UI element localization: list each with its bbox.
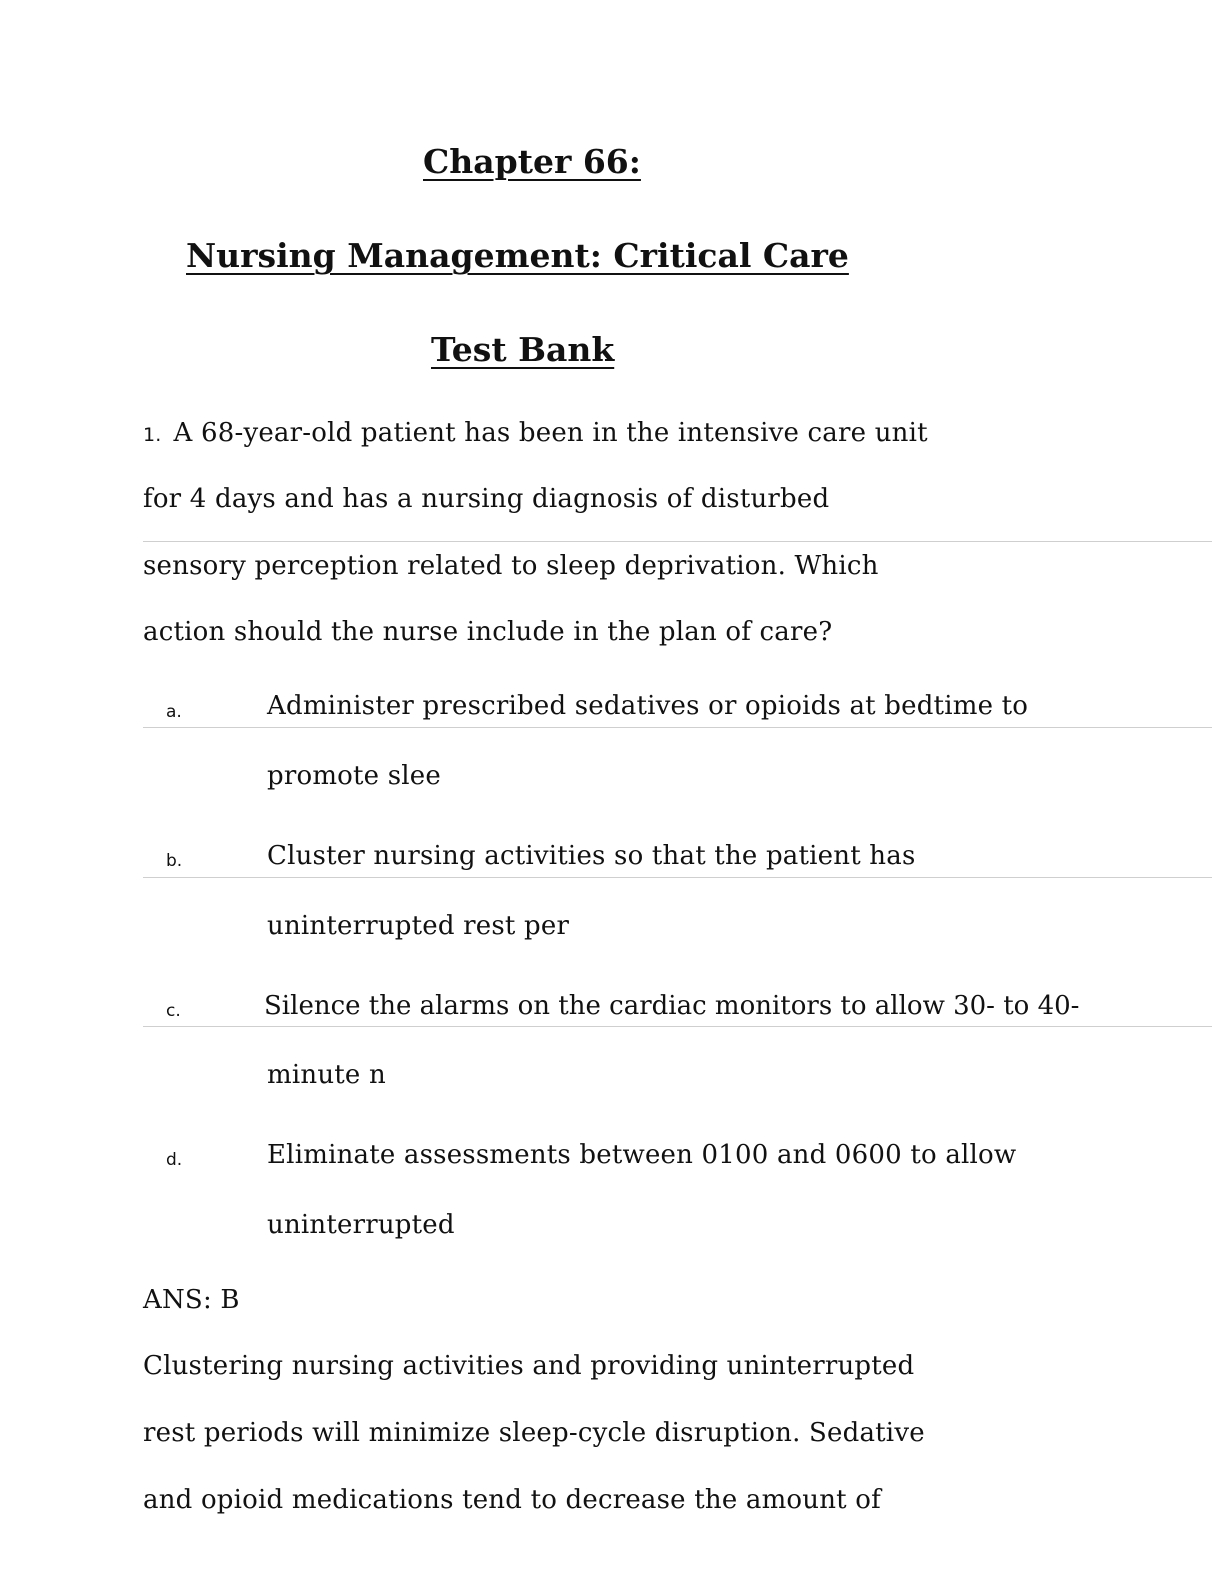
divider-line (143, 727, 1212, 728)
rationale-line: rest periods will minimize sleep-cycle disruption. Sedative (143, 1418, 925, 1448)
divider-line (143, 877, 1212, 878)
option-letter-d: d. (166, 1150, 183, 1170)
option-letter-a: a. (166, 702, 182, 722)
option-b-line2: uninterrupted rest per (267, 911, 570, 941)
option-letter-b: b. (166, 851, 183, 871)
question-number: 1. (143, 424, 162, 446)
question-line: action should the nurse include in the plan of care? (143, 617, 833, 647)
question-line: sensory perception related to sleep deprivation. Which (143, 551, 879, 581)
subject-title: Nursing Management: Critical Care (186, 236, 849, 275)
document-kind-title: Test Bank (431, 330, 615, 369)
rationale-line: Clustering nursing activities and providing uninterrupted (143, 1351, 915, 1381)
divider-line (143, 541, 1212, 542)
option-c-line1: Silence the alarms on the cardiac monitors to allow 30- to 40- (264, 991, 1080, 1021)
question-line (143, 418, 928, 448)
option-a-line2: promote slee (267, 761, 441, 791)
chapter-title: Chapter 66: (423, 142, 641, 181)
option-b-line1: Cluster nursing activities so that the patient has (267, 841, 916, 871)
option-a-line1: Administer prescribed sedatives or opioids at bedtime to (267, 691, 1029, 721)
divider-line (143, 1026, 1212, 1027)
option-d-line1: Eliminate assessments between 0100 and 0600 to allow (267, 1140, 1017, 1170)
answer-label: ANS: B (143, 1285, 240, 1315)
option-d-line2: uninterrupted (267, 1210, 455, 1240)
question-text: A 68-year-old patient has been in the intensive care unit (173, 418, 928, 448)
rationale-line: and opioid medications tend to decrease the amount of (143, 1485, 881, 1515)
option-c-line2: minute n (267, 1060, 386, 1090)
option-letter-c: c. (166, 1001, 181, 1021)
question-line: for 4 days and has a nursing diagnosis of disturbed (143, 484, 830, 514)
